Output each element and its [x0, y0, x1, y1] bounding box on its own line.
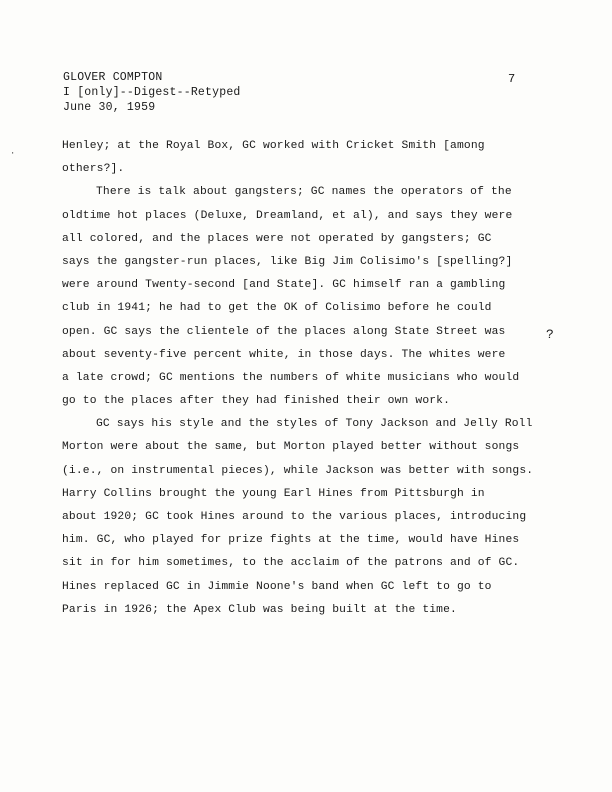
body-line: go to the places after they had finished their own work. [62, 395, 451, 408]
body-line: oldtime hot places (Deluxe, Dreamland, et al), and says they were [62, 209, 513, 222]
body-line: about seventy-five percent white, in those days. The whites were [62, 348, 506, 361]
body-line: says the gangster-run places, like Big Jim Colisimo's [spelling?] [62, 255, 513, 268]
document-header [63, 70, 241, 115]
body-text [62, 135, 534, 622]
body-line: him. GC, who played for prize fights at the time, would have Hines [62, 534, 520, 547]
body-line: club in 1941; he had to get the OK of Colisimo before he could [62, 302, 492, 315]
paragraph-start-line: GC says his style and the styles of Tony Jackson and Jelly Roll [96, 418, 533, 431]
body-line: Harry Collins brought the young Earl Hines from Pittsburgh in [62, 487, 485, 500]
margin-question-mark: ? [546, 327, 554, 342]
body-line: Henley; at the Royal Box, GC worked with Cricket Smith [among [62, 140, 485, 152]
body-line: others?]. [62, 163, 125, 176]
body-line: Paris in 1926; the Apex Club was being built at the time. [62, 603, 457, 616]
page-number: 7 [508, 72, 516, 86]
body-line: about 1920; GC took Hines around to the various places, introducing [62, 511, 527, 523]
header-date: June 30, 1959 [63, 101, 156, 114]
body-line: a late crowd; GC mentions the numbers of white musicians who would [62, 371, 520, 384]
body-line: all colored, and the places were not operated by gangsters; GC [62, 232, 492, 245]
header-subtitle: I [only]--Digest--Retyped [63, 86, 241, 99]
header-name: GLOVER COMPTON [63, 71, 163, 84]
body-line: sit in for him sometimes, to the acclaim of the patrons and of GC. [62, 557, 520, 570]
body-line: (i.e., on instrumental pieces), while Jackson was better with songs. [62, 464, 534, 477]
body-line: Morton were about the same, but Morton played better without songs [62, 441, 520, 454]
paragraph-start-line: There is talk about gangsters; GC names the operators of the [96, 186, 512, 199]
body-line: open. GC says the clientele of the places along State Street was [62, 325, 506, 338]
body-line: were around Twenty-second [and State]. GC himself ran a gambling [62, 279, 506, 292]
scan-speck-icon: ⋅ [10, 149, 16, 159]
body-line: Hines replaced GC in Jimmie Noone's band when GC left to go to [62, 580, 492, 593]
